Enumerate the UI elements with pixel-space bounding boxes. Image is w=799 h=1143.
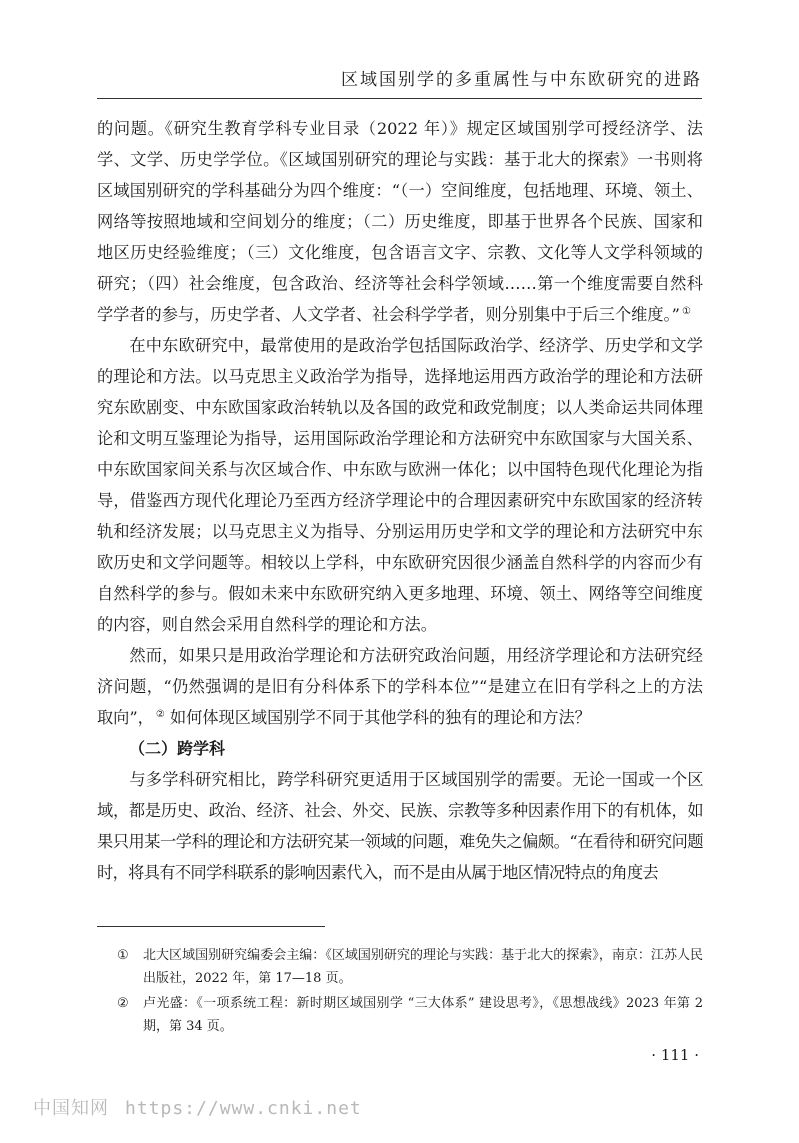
- footnote-1: [97, 944, 703, 990]
- paragraph-3-text-before: 然而，如果只是用政治学理论和方法研究政治问题，用经济学理论和方法研究经济问题，“仍然强调的是旧有分科体系下的学科本位”“是建立在旧有学科之上的方法取向”，: [97, 646, 703, 727]
- watermark-site: 中国知网: [33, 1098, 109, 1119]
- paragraph-4: 与多学科研究相比，跨学科研究更适用于区域国别学的需要。无论一国或一个区域，都是历史、政治、经济、社会、外交、民族、宗教等多种因素作用下的有机体，如果只用某一学科的理论和方法研究某一领域的问题，难免失之偏颇。“在看待和研究问题时，将具有不同学科联系的影响因素代入，而不是由从属于地区情况特点的角度去: [97, 770, 703, 882]
- paragraph-1-text: 的问题。《研究生教育学科专业目录（2022 年）》规定区域国别学可授经济学、法学、文学、历史学学位。《区域国别研究的理论与实践：基于北大的探索》一书则将区域国别研究的学科基础分为四个维度：“（一）空间维度，包括地理、环境、领土、网络等按照地域和空间划分的维度；（二）历史维度，即基于世界各个民族、国家和地区历史经验维度；（三）文化维度，包含语言文字、宗教、文化等人文学科领域的研究；（四）社会维度，包含政治、经济等社会科学领域……第一个维度需要自然科学学者的参与，历史学者、人文学者、社会科学学者，则分别集中于后三个维度。”: [97, 119, 703, 324]
- page-number: · 111 ·: [651, 1046, 699, 1064]
- watermark-url[interactable]: https://www.cnki.net: [125, 1098, 362, 1119]
- footnote-1-text: 北大区域国别研究编委会主编：《区域国别研究的理论与实践：基于北大的探索》，南京：江苏人民出版社，2022 年，第 17—18 页。: [143, 948, 703, 986]
- footnote-divider: [97, 926, 325, 927]
- footnote-ref-1[interactable]: ①: [681, 305, 691, 317]
- paragraph-2: 在中东欧研究中，最常使用的是政治学包括国际政治学、经济学、历史学和文学的理论和方法。以马克思主义政治学为指导，选择地运用西方政治学的理论和方法研究东欧剧变、中东欧国家政治转轨以及各国的政党和政党制度；以人类命运共同体理论和文明互鉴理论为指导，运用国际政治学理论和方法研究中东欧国家与大国关系、中东欧国家间关系与次区域合作、中东欧与欧洲一体化；以中国特色现代化理论为指导，借鉴西方现代化理论乃至西方经济学理论中的合理因素研究中东欧国家的经济转轨和经济发展；以马克思主义为指导、分别运用历史学和文学的理论和方法研究中东欧历史和文学问题等。相较以上学科，中东欧研究因很少涵盖自然科学的内容而少有自然科学的参与。假如未来中东欧研究纳入更多地理、环境、领土、网络等空间维度的内容，则自然会采用自然科学的理论和方法。: [97, 336, 703, 634]
- footnote-2-mark: ②: [117, 996, 129, 1011]
- footnote-1-mark: ①: [117, 948, 129, 963]
- running-header: [97, 68, 702, 99]
- footnote-ref-2[interactable]: ②: [155, 708, 165, 720]
- footnote-2-text: 卢光盛：《一项系统工程：新时期区域国别学 “三大体系” 建设思考》，《思想战线》2023 年第 2 期，第 34 页。: [143, 996, 703, 1034]
- main-text: [97, 113, 703, 888]
- section-heading: （二）跨学科: [129, 739, 226, 758]
- cnki-watermark: [33, 1094, 362, 1120]
- paragraph-3-text-after: 如何体现区域国别学不同于其他学科的独有的理论和方法？: [164, 708, 591, 727]
- running-title: 区域国别学的多重属性与中东欧研究的进路: [341, 70, 702, 90]
- footnotes: [97, 944, 703, 1040]
- paragraph-3: [97, 640, 703, 733]
- footnote-2: [97, 992, 703, 1038]
- paragraph-1: [97, 113, 703, 330]
